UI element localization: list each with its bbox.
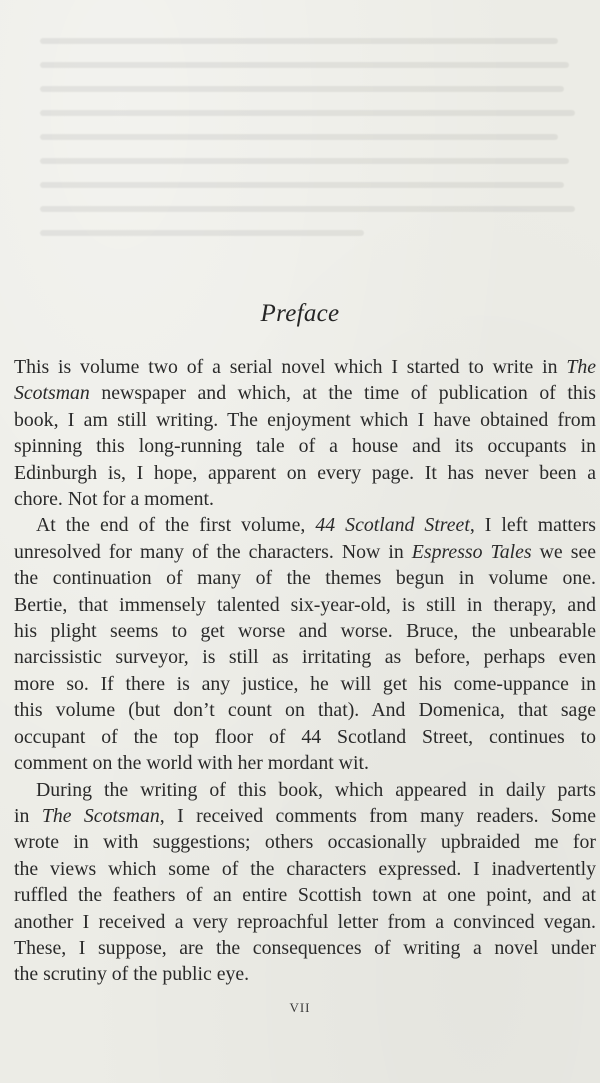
text-line	[14, 935, 596, 961]
text-line	[14, 407, 596, 433]
line-text: ruffled the feathers of an entire Scottish town at one point, and at	[14, 884, 596, 907]
text-line	[14, 777, 596, 803]
text-line	[14, 644, 596, 670]
line-text: These, I suppose, are the consequences of writing a novel under	[14, 936, 596, 959]
page-number: VII	[289, 1000, 311, 1015]
italic-title: The Scotsman	[41, 804, 160, 827]
text-line	[14, 354, 596, 380]
text-line	[14, 909, 596, 935]
text-line	[14, 882, 596, 908]
line-text: newspaper and which, at the time of publication of this	[89, 382, 596, 405]
text-line	[14, 671, 596, 697]
line-text: the views which some of the characters expressed. I inadvertently	[14, 857, 596, 880]
text-line	[14, 433, 596, 459]
line-text: we see	[531, 540, 597, 563]
text-line	[14, 539, 596, 565]
line-text: book, I am still writing. The enjoyment which I have obtained from	[14, 408, 596, 431]
line-text: narcissistic surveyor, is still as irritating as before, perhaps even	[14, 646, 596, 669]
line-text: spinning this long-running tale of a house and its occupants in	[14, 435, 596, 458]
line-text: this volume (but don’t count on that). And Domenica, that sage	[14, 699, 596, 722]
text-line	[14, 750, 596, 776]
paragraph	[14, 777, 596, 988]
preface-body	[14, 354, 596, 988]
text-line	[14, 618, 596, 644]
italic-title: The	[566, 356, 596, 378]
text-line	[14, 592, 596, 618]
text-line	[14, 512, 596, 538]
line-text: At the end of the first volume,	[36, 514, 316, 537]
paragraph	[14, 354, 596, 512]
line-text: another I received a very reproachful letter from a convinced vegan.	[14, 910, 596, 933]
line-text: his plight seems to get worse and worse. Bruce, the unbearable	[14, 620, 596, 643]
text-line	[14, 829, 596, 855]
line-text: Edinburgh is, I hope, apparent on every page. It has never been a	[14, 461, 596, 484]
page-title: Preface	[260, 300, 340, 327]
line-text: the continuation of many of the themes begun in volume one.	[14, 567, 596, 590]
text-line	[14, 724, 596, 750]
line-text: the scrutiny of the public eye.	[14, 963, 250, 986]
line-text: wrote in with suggestions; others occasionally upbraided me for	[14, 831, 596, 854]
italic-title: 44 Scotland Street	[315, 514, 470, 537]
text-line	[14, 856, 596, 882]
text-line	[14, 697, 596, 723]
line-text: , I received comments from many readers. Some	[159, 804, 596, 827]
text-line	[14, 380, 596, 406]
text-line	[14, 803, 596, 829]
line-text: unresolved for many of the characters. Now in	[14, 540, 412, 563]
line-text: , I left matters	[469, 514, 596, 537]
line-text: in	[14, 804, 42, 827]
text-line	[14, 961, 596, 987]
line-text: Bertie, that immensely talented six-year-old, is still in therapy, and	[14, 593, 596, 616]
italic-title: Scotsman	[14, 382, 90, 405]
text-line	[14, 486, 596, 512]
text-line	[14, 460, 596, 486]
paragraph	[14, 512, 596, 776]
line-text: During the writing of this book, which appeared in daily parts	[36, 778, 596, 801]
line-text: This is volume two of a serial novel which I started to write in	[14, 356, 567, 378]
line-text: comment on the world with her mordant wit.	[14, 752, 369, 775]
italic-title: Espresso Tales	[411, 540, 532, 563]
line-text: occupant of the top floor of 44 Scotland Street, continues to	[14, 725, 596, 748]
line-text: more so. If there is any justice, he will get his come-uppance in	[14, 672, 596, 695]
line-text: chore. Not for a moment.	[14, 488, 214, 511]
text-line	[14, 565, 596, 591]
show-through-text	[40, 38, 580, 288]
